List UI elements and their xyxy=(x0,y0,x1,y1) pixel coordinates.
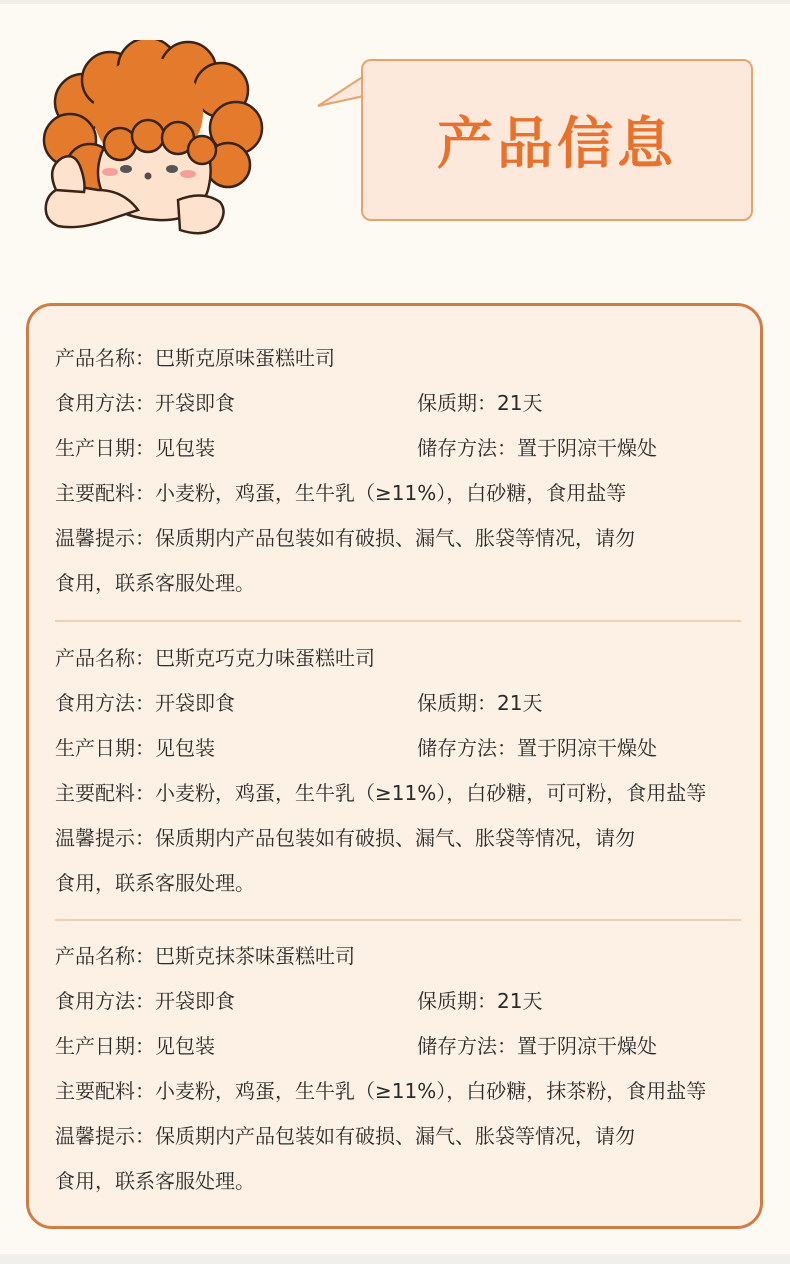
storage-method: 储存方法：置于阴凉干燥处 xyxy=(417,736,657,760)
storage-method: 储存方法：置于阴凉干燥处 xyxy=(417,436,657,460)
speech-bubble xyxy=(361,59,753,221)
production-date: 生产日期：见包装 xyxy=(55,736,215,760)
usage-method: 食用方法：开袋即食 xyxy=(55,391,235,415)
bottom-band xyxy=(0,1254,790,1264)
storage-method: 储存方法：置于阴凉干燥处 xyxy=(417,1034,657,1058)
usage-method: 食用方法：开袋即食 xyxy=(55,691,235,715)
shelf-life: 保质期：21天 xyxy=(417,989,543,1013)
main-ingredients: 主要配料：小麦粉，鸡蛋，生牛乳（≥11%），白砂糖，抹茶粉，食用盐等 xyxy=(55,1079,707,1103)
warm-tip-line2: 食用，联系客服处理。 xyxy=(55,871,255,895)
product-info-card xyxy=(26,303,763,1229)
production-date: 生产日期：见包装 xyxy=(55,1034,215,1058)
warm-tip-line1: 温馨提示：保质期内产品包装如有破损、漏气、胀袋等情况，请勿 xyxy=(55,826,635,850)
top-band xyxy=(0,0,790,4)
page-title: 产品信息 xyxy=(437,112,677,177)
production-date: 生产日期：见包装 xyxy=(55,436,215,460)
usage-method: 食用方法：开袋即食 xyxy=(55,989,235,1013)
main-ingredients: 主要配料：小麦粉，鸡蛋，生牛乳（≥11%），白砂糖，食用盐等 xyxy=(55,481,627,505)
section-divider xyxy=(55,919,741,921)
product-name: 产品名称：巴斯克原味蛋糕吐司 xyxy=(55,346,335,370)
product-name: 产品名称：巴斯克巧克力味蛋糕吐司 xyxy=(55,646,375,670)
shelf-life: 保质期：21天 xyxy=(417,691,543,715)
warm-tip-line2: 食用，联系客服处理。 xyxy=(55,571,255,595)
product-name: 产品名称：巴斯克抹茶味蛋糕吐司 xyxy=(55,944,355,968)
main-ingredients: 主要配料：小麦粉，鸡蛋，生牛乳（≥11%），白砂糖，可可粉，食用盐等 xyxy=(55,781,707,805)
section-divider xyxy=(55,620,741,622)
warm-tip-line1: 温馨提示：保质期内产品包装如有破损、漏气、胀袋等情况，请勿 xyxy=(55,1124,635,1148)
warm-tip-line2: 食用，联系客服处理。 xyxy=(55,1169,255,1193)
speech-bubble-tail xyxy=(316,74,366,114)
shelf-life: 保质期：21天 xyxy=(417,391,543,415)
mascot-illustration xyxy=(28,40,328,250)
warm-tip-line1: 温馨提示：保质期内产品包装如有破损、漏气、胀袋等情况，请勿 xyxy=(55,526,635,550)
